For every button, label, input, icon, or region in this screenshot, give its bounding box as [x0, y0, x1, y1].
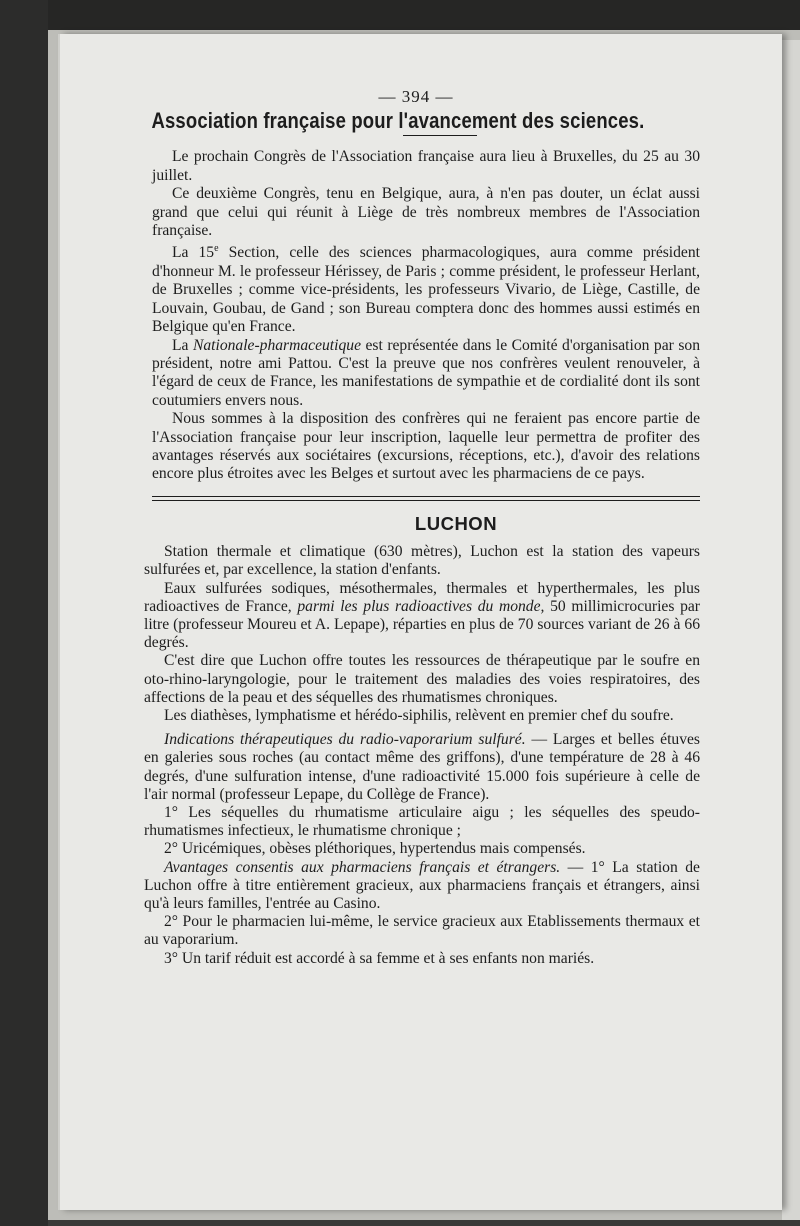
text-fragment: La — [172, 336, 193, 354]
text-fragment: Section, celle des sciences pharmacologiques, aura comme président d'honneur M. le professeur Hérissey, de Paris ; comme président, le professeur Herlant, de Bruxelles ; comme vice-présidents, les professeurs Vivario, de Liège, Castille, de Louvain, Goubau, de Gand ; son Bureau comptera donc des hommes aussi estimés en Belgique qu'en France. — [152, 244, 700, 336]
paragraph: 3° Un tarif réduit est accordé à sa femme et à ses enfants non mariés. — [164, 949, 595, 967]
page-content — [92, 88, 700, 968]
text-fragment: La 15 — [172, 244, 215, 262]
section-divider — [152, 496, 700, 501]
page-edge-strip — [782, 40, 800, 1220]
article-title: Association française pour l'avancement des sciences. — [151, 108, 645, 134]
paragraph — [152, 240, 700, 336]
paragraph: Nous sommes à la disposition des confrères qui ne feraient pas encore partie de l'Association française pour leur inscription, laquelle leur permettra de profiter des avantages réservés aux sociétaires (excursions, réceptions, etc.), d'avoir des relations encore plus étroites avec les Belges et surtout avec les pharmaciens de ce pays. — [152, 410, 700, 483]
paragraph — [152, 337, 700, 411]
text-fragment: — 1° La station de Luchon offre à titre entièrement gracieux, aux pharmaciens français et étrangers, ainsi qu'à leurs familles, l'entrée au Casino. — [144, 858, 700, 913]
italic-fragment: Avantages consentis aux pharmaciens français et étrangers. — [164, 858, 561, 876]
paragraph — [144, 859, 700, 914]
paragraph: Le prochain Congrès de l'Association française aura lieu à Bruxelles, du 25 au 30 juillet. — [152, 148, 700, 184]
text-fragment: 50 millimicrocuries par litre (professeur Moureu et A. Lepape), réparties en plus de 70 sources variant de 26 à 66 degrés. — [144, 597, 701, 652]
page-number: — 394 — — [378, 87, 454, 106]
text-fragment: Eaux sulfurées sodiques, mésothermales, thermales et hyperthermales, les plus radioactives de France, — [144, 579, 700, 615]
paragraph: Les diathèses, lymphatisme et hérédo-siphilis, relèvent en premier chef du soufre. — [164, 707, 674, 725]
title-underline — [403, 135, 477, 137]
paragraph: Ce deuxième Congrès, tenu en Belgique, aura, à n'en pas douter, un éclat aussi grand que celui qui réunit à Liège de très nombreux membres de l'Association française. — [152, 185, 700, 239]
paragraph — [144, 731, 700, 804]
italic-fragment: parmi les plus radioactives du monde, — [297, 597, 545, 615]
paragraph: 2° Uricémiques, obèses pléthoriques, hypertendus mais compensés. — [164, 840, 586, 858]
paragraph: C'est dire que Luchon offre toutes les ressources de thérapeutique par le soufre en oto-rhino-laryngologie, pour le traitement des maladies des voies respiratoires, des affections de la peau et des séquelles des rhumatismes chroniques. — [144, 652, 700, 706]
paragraph: Station thermale et climatique (630 mètres), Luchon est la station des vapeurs sulfurées et, par excellence, la station d'enfants. — [144, 543, 700, 579]
text-fragment: est représentée dans le Comité d'organisation par son président, notre ami Pattou. C'est la preuve que nos confrères veulent renouveler, à l'égard de ceux de France, les manifestations de sympathie et de cordialité dont ils sont coutumiers envers nous. — [152, 336, 700, 409]
association-section — [92, 148, 700, 484]
superscript: e — [214, 243, 219, 255]
italic-fragment: Nationale-pharmaceutique — [192, 336, 361, 354]
section-heading: LUCHON — [414, 512, 498, 534]
text-fragment: — Larges et belles étuves en galeries sous roches (au contact même des griffons), d'une température de 28 à 46 degrés, d'une sulfuration intense, d'une radioactivité 15.000 fois supérieure à celle de l'air normal (professeur Lepape, du Collège de France). — [144, 731, 700, 803]
paragraph: 2° Pour le pharmacien lui-même, le service gracieux aux Etablissements thermaux et au vaporarium. — [144, 913, 700, 949]
paragraph: 1° Les séquelles du rhumatisme articulaire aigu ; les séquelles des speudo-rhumatismes infectieux, le rhumatisme chronique ; — [144, 804, 700, 840]
paragraph — [144, 580, 700, 653]
scan-background-left — [0, 0, 48, 1226]
italic-fragment: Indications thérapeutiques du radio-vaporarium sulfuré. — [164, 731, 526, 749]
luchon-section — [92, 543, 700, 968]
